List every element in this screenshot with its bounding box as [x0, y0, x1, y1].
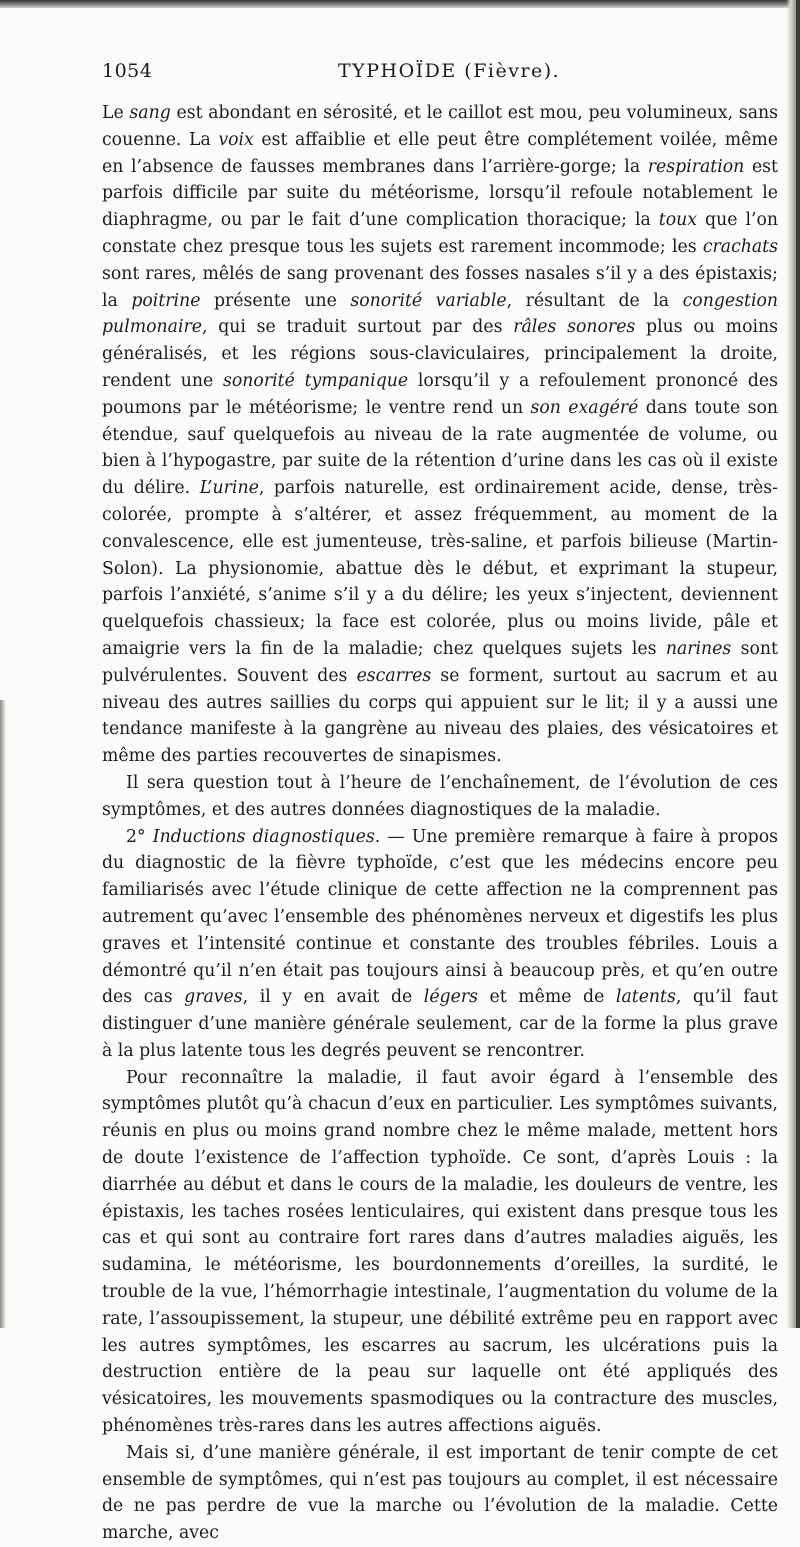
italic-term: son exagéré	[530, 397, 639, 418]
italic-term: Inductions diagnostiques	[152, 826, 375, 847]
text-run: est affaiblie et elle peut être complétement voilée, même en l’absence de fausses membranes dans l’arrière-gorge; la	[102, 129, 779, 177]
text-run: 2°	[126, 826, 153, 847]
italic-term: sonorité variable	[350, 290, 507, 311]
text-run: , qu’il faut distinguer d’une manière générale seulement, car de la forme la plus grave à la plus latente tous les degrés peuvent se rencontrer.	[102, 987, 778, 1061]
italic-term: poitrine	[131, 290, 201, 311]
text-run: Il sera question tout à l’heure de l’enchaînement, de l’évolution de ces symptômes, et des autres données diagnostiques de la maladie.	[102, 772, 778, 820]
italic-term: narines	[665, 638, 732, 659]
text-run: . — Une première remarque à faire à propos du diagnostic de la fièvre typhoïde, c’est que les médecins encore peu familiarisés avec l’étude clinique de cette affection ne la comprennent pas autrement qu’avec l’ensemble des phénomènes nerveux et digestifs les plus graves et l’intensité continue et constante des troubles fébriles. Louis a démontré qu’il n’en était pas toujours ainsi à beaucoup près, et qu’en outre des cas	[102, 826, 778, 1008]
italic-term: voix	[218, 129, 254, 150]
paragraph	[102, 1065, 778, 1440]
running-title: TYPHOÏDE (Fièvre).	[338, 60, 561, 82]
body-text	[102, 100, 778, 1547]
text-run: , parfois naturelle, est ordinairement acide, dense, très-colorée, prompte à s’altérer, et assez fréquemment, au moment de la convalescence, elle est jumenteuse, très-saline, et parfois bilieuse (Martin-Solon). La physionomie, abattue dès le début, et exprimant la stupeur, parfois l’anxiété, s’anime s’il y a du délire; les yeux s’injectent, deviennent quelquefois chassieux; la face est colorée, plus ou moins livide, pâle et amaigrie vers la fin de la maladie; chez quelques sujets les	[102, 478, 778, 659]
text-run: , résultant de la	[506, 290, 683, 311]
italic-term: escarres	[356, 665, 432, 686]
text-run: , qui se traduit surtout par des	[201, 317, 514, 338]
italic-term: crachats	[702, 236, 778, 257]
text-run: et même de	[477, 987, 616, 1008]
text-run: plus ou moins généralisés, et les régions sous-claviculaires, principalement la droite, rendent une	[102, 317, 778, 391]
italic-term: légers	[423, 987, 478, 1008]
page-number: 1054	[102, 60, 153, 82]
text-run: lorsqu’il y a refoulement prononcé des poumons par le météorisme; le ventre rend un	[102, 370, 778, 418]
italic-term: graves	[184, 987, 243, 1008]
text-run: Le	[102, 103, 130, 123]
paragraph	[102, 1440, 778, 1547]
text-run: est parfois difficile par suite du météorisme, lorsqu’il refoule notablement le diaphragme, ou par le fait d’une complication thoracique; la	[102, 156, 778, 231]
paragraph	[102, 770, 778, 824]
text-run: Mais si, d’une manière générale, il est important de tenir compte de cet ensemble de symptômes, qui n’est pas toujours au complet, il est nécessaire de ne pas perdre de vue la marche ou l’évolution de la maladie. Cette marche, avec	[102, 1442, 778, 1544]
italic-term: latents	[615, 987, 676, 1008]
italic-term: râles sonores	[513, 317, 636, 338]
text-run: dans toute son étendue, sauf quelquefois au niveau de la rate augmentée de volume, ou bien à l’hypogastre, par suite de la rétention d’urine dans les cas où il existe du délire.	[102, 397, 778, 499]
text-run: , il y en avait de	[242, 987, 424, 1008]
text-run: Pour reconnaître la maladie, il faut avoir égard à l’ensemble des symptômes plutôt qu’à chacun d’eux en particulier. Les symptômes suivants, réunis en plus ou moins grand nombre chez le même malade, mettent hors de doute l’existence de l’affection typhoïde. Ce sont, d’après Louis : la diarrhée au début et dans le cours de la maladie, les douleurs de ventre, les épistaxis, les taches rosées lenticulaires, qui existent dans presque tous les cas et qui sont au contraire fort rares dans d’autres maladies aiguës, les sudamina, le météorisme, les bourdonnements d’oreilles, la surdité, le trouble de la vue, l’hémorrhagie intestinale, l’augmentation du volume de la rate, l’assoupissement, la stupeur, une débilité extrême peu en rapport avec les autres symptômes, les escarres au sacrum, les ulcérations puis la destruction entière de la peau sur laquelle ont été appliqués des vésicatoires, les mouvements spasmodiques ou la contracture des muscles, phénomènes très-rares dans les autres affections aiguës.	[102, 1067, 778, 1437]
page-top-edge	[0, 0, 800, 8]
text-run: présente une	[200, 290, 351, 311]
paragraph	[102, 824, 778, 1065]
italic-term: sonorité tympanique	[223, 370, 409, 391]
page-left-edge-shadow	[0, 700, 6, 1328]
text-run: sont pulvérulentes. Souvent des	[102, 638, 778, 686]
italic-term: congestion pulmonaire	[102, 290, 779, 338]
italic-term: L’urine	[199, 478, 259, 499]
italic-term: toux	[658, 210, 698, 231]
text-run: sont rares, mêlés de sang provenant des fosses nasales s’il y a des épistaxis; la	[102, 263, 778, 311]
italic-term: sang	[129, 103, 171, 123]
page-right-edge	[796, 0, 800, 1328]
text-run: est abondant en sérosité, et le caillot est mou, peu volumineux, sans couenne. La	[102, 103, 778, 150]
book-page	[102, 60, 778, 1547]
italic-term: respiration	[647, 156, 745, 177]
running-head	[102, 60, 778, 100]
text-run: se forment, surtout au sacrum et au niveau des autres saillies du corps qui appuient sur le lit; il y a aussi une tendance manifeste à la gangrène au niveau des plaies, des vésicatoires et même des parties recouvertes de sinapismes.	[102, 665, 778, 767]
text-run: que l’on constate chez presque tous les sujets est rarement incommode; les	[102, 210, 778, 257]
paragraph	[102, 100, 778, 770]
